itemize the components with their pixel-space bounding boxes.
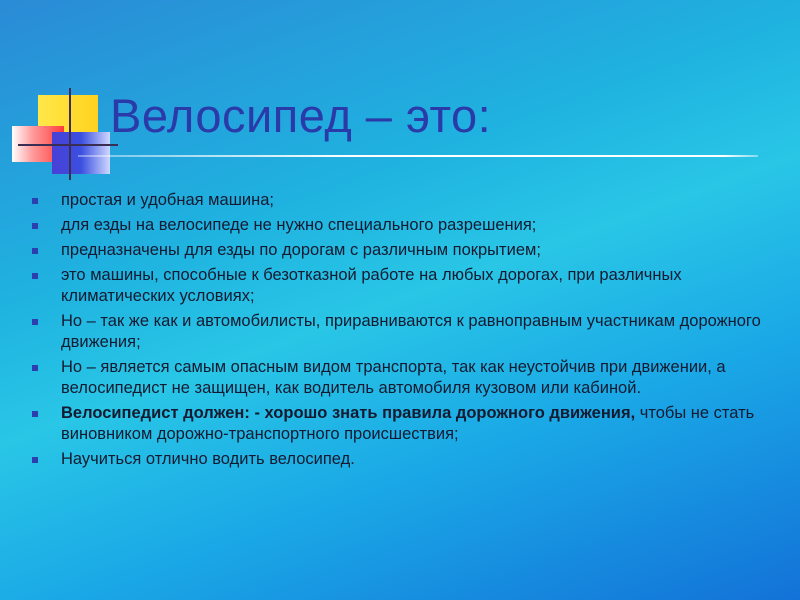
- bullet-text: для езды на велосипеде не нужно специального разрешения;: [61, 216, 537, 234]
- list-item: [30, 240, 782, 261]
- bullet-icon: [32, 273, 38, 279]
- bullet-icon: [32, 319, 38, 325]
- bullet-icon: [32, 411, 38, 417]
- title-underline: [78, 155, 758, 157]
- bullet-text: предназначены для езды по дорогам с различным покрытием;: [61, 241, 541, 259]
- list-item: [30, 190, 782, 211]
- list-item: [30, 449, 782, 470]
- bullet-text: чтобы не стать виновником дорожно-транспортного происшествия;: [61, 404, 755, 443]
- slide-title: Велосипед – это:: [110, 89, 492, 142]
- list-item: [30, 357, 782, 399]
- bullet-icon: [32, 223, 38, 229]
- bullet-text: Научиться отлично водить велосипед.: [61, 450, 355, 468]
- bullet-icon: [32, 198, 38, 204]
- list-item: [30, 215, 782, 236]
- bullet-text: Но – так же как и автомобилисты, приравниваются к равноправным участникам дорожного движения;: [61, 312, 761, 351]
- bullet-icon: [32, 457, 38, 463]
- horizontal-line: [18, 144, 118, 146]
- bullet-text: Но – является самым опасным видом транспорта, так как неустойчив при движении, а велосипедист не защищен, как водитель автомобиля кузовом или кабиной.: [61, 358, 726, 397]
- bullet-list: [30, 190, 782, 474]
- list-item: [30, 265, 782, 307]
- list-item: [30, 403, 782, 445]
- vertical-line: [69, 88, 71, 180]
- bullet-text: это машины, способные к безотказной работе на любых дорогах, при различных климатических условиях;: [61, 266, 682, 305]
- bullet-text: простая и удобная машина;: [61, 191, 275, 209]
- bullet-icon: [32, 248, 38, 254]
- blue-square: [52, 132, 110, 174]
- list-item: [30, 311, 782, 353]
- decorative-squares-logo: [0, 0, 120, 180]
- bullet-icon: [32, 365, 38, 371]
- bullet-bold-text: Велосипедист должен: - хорошо знать правила дорожного движения,: [61, 404, 636, 422]
